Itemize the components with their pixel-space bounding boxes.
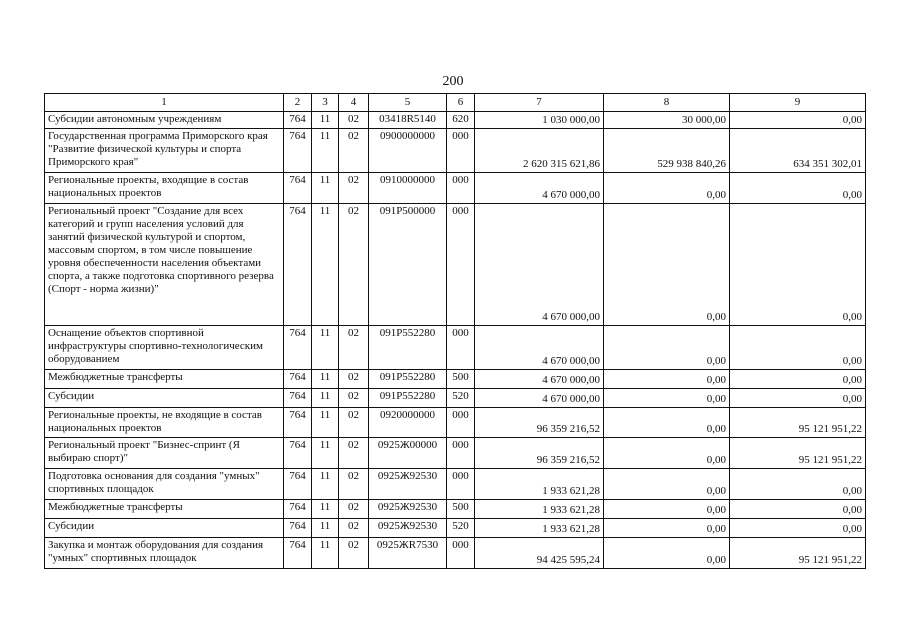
section-code: 11 bbox=[312, 469, 339, 500]
target-article-code: 0925ЖR7530 bbox=[369, 538, 447, 569]
table-row bbox=[45, 538, 866, 569]
amount-col8: 0,00 bbox=[604, 469, 730, 500]
column-header: 3 bbox=[312, 94, 339, 112]
amount-col7: 94 425 595,24 bbox=[475, 538, 604, 569]
row-name: Межбюджетные трансферты bbox=[45, 500, 284, 519]
row-name: Субсидии bbox=[45, 389, 284, 408]
amount-col7: 4 670 000,00 bbox=[475, 370, 604, 389]
amount-col7: 4 670 000,00 bbox=[475, 326, 604, 370]
amount-col7: 96 359 216,52 bbox=[475, 408, 604, 438]
row-name: Региональные проекты, не входящие в состав национальных проектов bbox=[45, 408, 284, 438]
column-header: 9 bbox=[730, 94, 866, 112]
amount-col8: 0,00 bbox=[604, 173, 730, 204]
amount-col9: 0,00 bbox=[730, 519, 866, 538]
table-row bbox=[45, 204, 866, 326]
admin-code: 764 bbox=[284, 129, 312, 173]
table-row bbox=[45, 370, 866, 389]
amount-col9: 0,00 bbox=[730, 173, 866, 204]
row-name: Региональный проект "Создание для всех категорий и групп населения условий для занятий физической культурой и спортом, массовым спортом, в том числе повышение уровня обеспеченности населения объектами спорта, а также подготовка спортивного резерва (Спорт - норма жизни)" bbox=[45, 204, 284, 326]
admin-code: 764 bbox=[284, 389, 312, 408]
expense-type-code: 000 bbox=[447, 173, 475, 204]
target-article-code: 03418R5140 bbox=[369, 112, 447, 129]
amount-col8: 0,00 bbox=[604, 389, 730, 408]
row-name: Государственная программа Приморского края "Развитие физической культуры и спорта Приморского края" bbox=[45, 129, 284, 173]
amount-col8: 0,00 bbox=[604, 519, 730, 538]
target-article-code: 0925Ж92530 bbox=[369, 469, 447, 500]
amount-col9: 0,00 bbox=[730, 500, 866, 519]
subsection-code: 02 bbox=[339, 129, 369, 173]
amount-col9: 634 351 302,01 bbox=[730, 129, 866, 173]
subsection-code: 02 bbox=[339, 408, 369, 438]
row-name: Субсидии автономным учреждениям bbox=[45, 112, 284, 129]
expense-type-code: 500 bbox=[447, 500, 475, 519]
amount-col7: 1 933 621,28 bbox=[475, 500, 604, 519]
amount-col9: 0,00 bbox=[730, 112, 866, 129]
section-code: 11 bbox=[312, 204, 339, 326]
amount-col7: 4 670 000,00 bbox=[475, 173, 604, 204]
subsection-code: 02 bbox=[339, 469, 369, 500]
target-article-code: 091P552280 bbox=[369, 389, 447, 408]
subsection-code: 02 bbox=[339, 538, 369, 569]
amount-col8: 0,00 bbox=[604, 370, 730, 389]
expense-type-code: 000 bbox=[447, 538, 475, 569]
row-name: Региональный проект "Бизнес-спринт (Я выбираю спорт)" bbox=[45, 438, 284, 469]
section-code: 11 bbox=[312, 519, 339, 538]
subsection-code: 02 bbox=[339, 500, 369, 519]
section-code: 11 bbox=[312, 129, 339, 173]
expense-type-code: 000 bbox=[447, 469, 475, 500]
column-header: 5 bbox=[369, 94, 447, 112]
table-row bbox=[45, 469, 866, 500]
column-header: 6 bbox=[447, 94, 475, 112]
expense-type-code: 620 bbox=[447, 112, 475, 129]
subsection-code: 02 bbox=[339, 326, 369, 370]
target-article-code: 0910000000 bbox=[369, 173, 447, 204]
section-code: 11 bbox=[312, 438, 339, 469]
target-article-code: 0925Ж92530 bbox=[369, 500, 447, 519]
section-code: 11 bbox=[312, 173, 339, 204]
column-header: 2 bbox=[284, 94, 312, 112]
table-row bbox=[45, 326, 866, 370]
admin-code: 764 bbox=[284, 326, 312, 370]
subsection-code: 02 bbox=[339, 112, 369, 129]
admin-code: 764 bbox=[284, 469, 312, 500]
amount-col7: 4 670 000,00 bbox=[475, 389, 604, 408]
target-article-code: 091P500000 bbox=[369, 204, 447, 326]
amount-col7: 4 670 000,00 bbox=[475, 204, 604, 326]
amount-col9: 95 121 951,22 bbox=[730, 408, 866, 438]
row-name: Закупка и монтаж оборудования для создания "умных" спортивных площадок bbox=[45, 538, 284, 569]
amount-col9: 0,00 bbox=[730, 469, 866, 500]
admin-code: 764 bbox=[284, 370, 312, 389]
section-code: 11 bbox=[312, 112, 339, 129]
section-code: 11 bbox=[312, 408, 339, 438]
budget-table bbox=[44, 93, 866, 569]
column-header: 7 bbox=[475, 94, 604, 112]
column-header: 4 bbox=[339, 94, 369, 112]
table-row bbox=[45, 438, 866, 469]
amount-col9: 0,00 bbox=[730, 370, 866, 389]
admin-code: 764 bbox=[284, 519, 312, 538]
target-article-code: 0920000000 bbox=[369, 408, 447, 438]
amount-col8: 0,00 bbox=[604, 204, 730, 326]
admin-code: 764 bbox=[284, 500, 312, 519]
amount-col9: 95 121 951,22 bbox=[730, 538, 866, 569]
row-name: Региональные проекты, входящие в состав национальных проектов bbox=[45, 173, 284, 204]
admin-code: 764 bbox=[284, 438, 312, 469]
table-header-row bbox=[45, 94, 866, 112]
section-code: 11 bbox=[312, 326, 339, 370]
subsection-code: 02 bbox=[339, 438, 369, 469]
table-row bbox=[45, 112, 866, 129]
row-name: Подготовка основания для создания "умных" спортивных площадок bbox=[45, 469, 284, 500]
table-row bbox=[45, 519, 866, 538]
admin-code: 764 bbox=[284, 173, 312, 204]
admin-code: 764 bbox=[284, 538, 312, 569]
expense-type-code: 000 bbox=[447, 438, 475, 469]
expense-type-code: 000 bbox=[447, 326, 475, 370]
target-article-code: 091P552280 bbox=[369, 326, 447, 370]
section-code: 11 bbox=[312, 538, 339, 569]
expense-type-code: 500 bbox=[447, 370, 475, 389]
expense-type-code: 000 bbox=[447, 408, 475, 438]
amount-col9: 0,00 bbox=[730, 389, 866, 408]
expense-type-code: 520 bbox=[447, 519, 475, 538]
table-row bbox=[45, 500, 866, 519]
subsection-code: 02 bbox=[339, 173, 369, 204]
expense-type-code: 000 bbox=[447, 204, 475, 326]
target-article-code: 0900000000 bbox=[369, 129, 447, 173]
section-code: 11 bbox=[312, 500, 339, 519]
table-row bbox=[45, 389, 866, 408]
row-name: Оснащение объектов спортивной инфраструктуры спортивно-технологическим оборудованием bbox=[45, 326, 284, 370]
admin-code: 764 bbox=[284, 112, 312, 129]
amount-col7: 96 359 216,52 bbox=[475, 438, 604, 469]
section-code: 11 bbox=[312, 389, 339, 408]
amount-col7: 1 933 621,28 bbox=[475, 469, 604, 500]
subsection-code: 02 bbox=[339, 204, 369, 326]
admin-code: 764 bbox=[284, 204, 312, 326]
amount-col8: 0,00 bbox=[604, 326, 730, 370]
table-row bbox=[45, 129, 866, 173]
subsection-code: 02 bbox=[339, 389, 369, 408]
amount-col7: 1 030 000,00 bbox=[475, 112, 604, 129]
amount-col8: 0,00 bbox=[604, 538, 730, 569]
expense-type-code: 000 bbox=[447, 129, 475, 173]
subsection-code: 02 bbox=[339, 370, 369, 389]
target-article-code: 0925Ж00000 bbox=[369, 438, 447, 469]
amount-col8: 30 000,00 bbox=[604, 112, 730, 129]
amount-col8: 0,00 bbox=[604, 500, 730, 519]
subsection-code: 02 bbox=[339, 519, 369, 538]
column-header: 8 bbox=[604, 94, 730, 112]
target-article-code: 091P552280 bbox=[369, 370, 447, 389]
table-row bbox=[45, 173, 866, 204]
row-name: Межбюджетные трансферты bbox=[45, 370, 284, 389]
row-name: Субсидии bbox=[45, 519, 284, 538]
amount-col7: 2 620 315 621,86 bbox=[475, 129, 604, 173]
amount-col8: 0,00 bbox=[604, 438, 730, 469]
amount-col7: 1 933 621,28 bbox=[475, 519, 604, 538]
expense-type-code: 520 bbox=[447, 389, 475, 408]
amount-col9: 0,00 bbox=[730, 326, 866, 370]
admin-code: 764 bbox=[284, 408, 312, 438]
target-article-code: 0925Ж92530 bbox=[369, 519, 447, 538]
page-number: 200 bbox=[442, 74, 464, 89]
section-code: 11 bbox=[312, 370, 339, 389]
amount-col9: 95 121 951,22 bbox=[730, 438, 866, 469]
amount-col8: 529 938 840,26 bbox=[604, 129, 730, 173]
amount-col8: 0,00 bbox=[604, 408, 730, 438]
column-header: 1 bbox=[45, 94, 284, 112]
table-row bbox=[45, 408, 866, 438]
amount-col9: 0,00 bbox=[730, 204, 866, 326]
